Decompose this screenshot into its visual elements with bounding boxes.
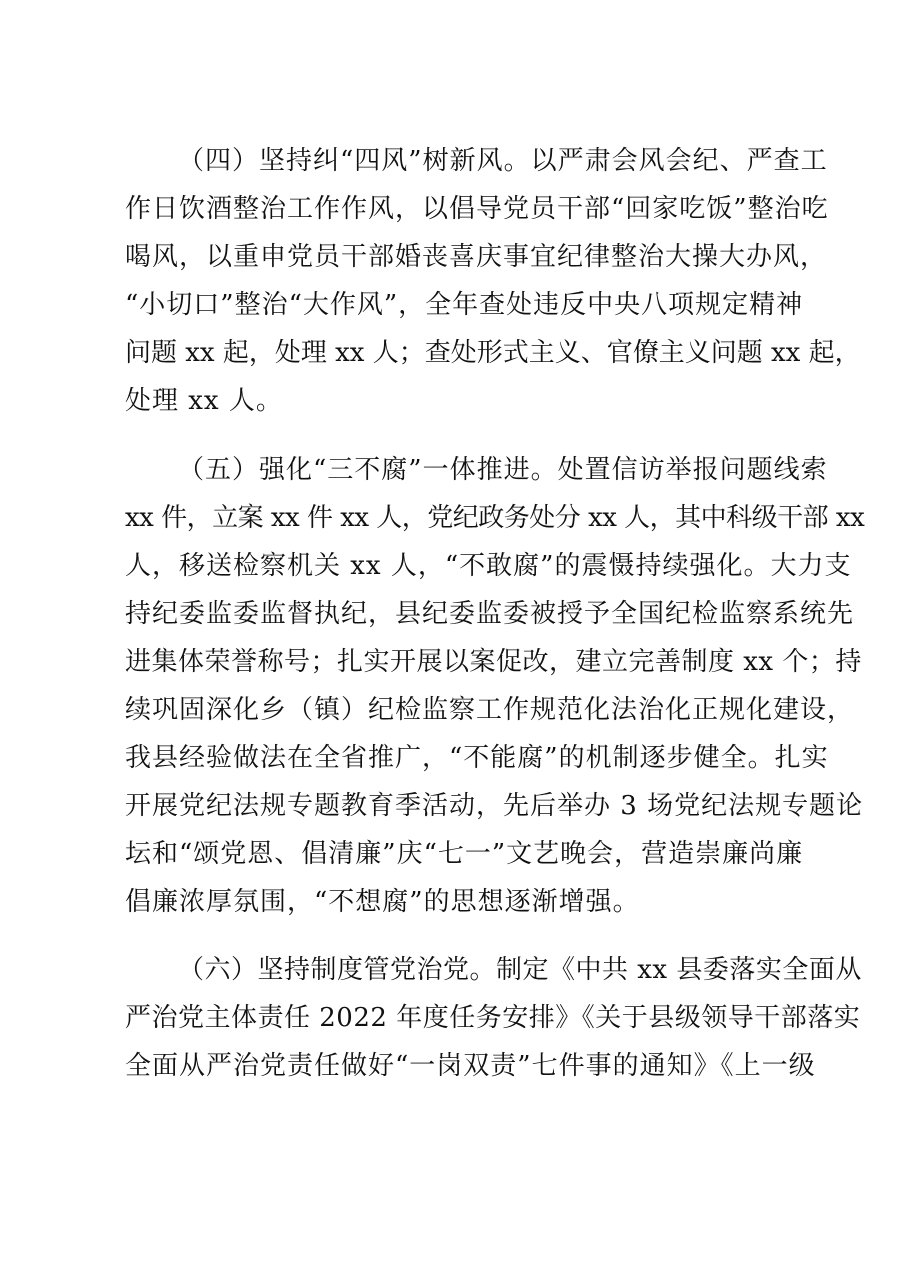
text-line: 续巩固深化乡（镇）纪检监察工作规范化法治化正规化建设， <box>125 695 855 725</box>
text-line: “小切口”整治“大作风”，全年查处违反中央八项规定精神 <box>125 290 804 320</box>
text-line: 全面从严治党责任做好“一岗双责”七件事的通知》《上一级 <box>125 1051 816 1081</box>
text-line: 坛和“颂党恩、倡清廉”庆“七一”文艺晚会，营造崇廉尚廉 <box>125 839 804 869</box>
text-line: （四）坚持纠“四风”树新风。以严肃会风会纪、严查工 <box>178 146 828 176</box>
text-line: 喝风，以重申党员干部婚丧喜庆事宜纪律整治大操大办风， <box>125 242 828 272</box>
text-line: 处理 xx 人。 <box>125 386 283 416</box>
text-line: 开展党纪法规专题教育季活动，先后举办 3 场党纪法规专题论 <box>125 791 864 821</box>
text-line: 人，移送检察机关 xx 人，“不敢腐”的震慑持续强化。大力支 <box>125 551 852 581</box>
text-line: 问题 xx 起，处理 xx 人；查处形式主义、官僚主义问题 xx 起， <box>125 338 861 368</box>
text-line: （六）坚持制度管党治党。制定《中共 xx 县委落实全面从 <box>178 955 862 985</box>
text-line: （五）强化“三不腐”一体推进。处置信访举报问题线索 <box>178 455 828 485</box>
text-line: 作日饮酒整治工作作风，以倡导党员干部“回家吃饭”整治吃 <box>125 194 829 224</box>
text-line: 我县经验做法在全省推广，“不能腐”的机制逐步健全。扎实 <box>125 743 829 773</box>
text-line: 进集体荣誉称号；扎实开展以案促改，建立完善制度 xx 个；持 <box>125 647 862 677</box>
text-line: 持纪委监委监督执纪，县纪委监委被授予全国纪检监察系统先 <box>125 599 855 629</box>
text-line: xx 件，立案 xx 件 xx 人，党纪政务处分 xx 人，其中科级干部 xx <box>125 503 865 533</box>
text-line: 倡廉浓厚氛围，“不想腐”的思想逐渐增强。 <box>125 887 640 917</box>
text-line: 严治党主体责任 2022 年度任务安排》《关于县级领导干部落实 <box>125 1003 861 1033</box>
